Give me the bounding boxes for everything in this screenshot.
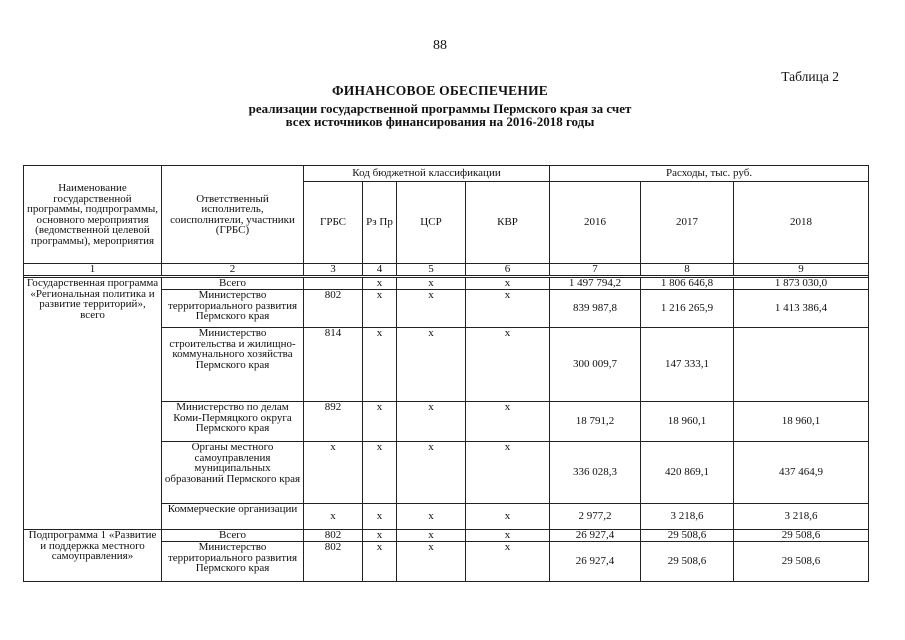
header-kvr: КВР: [466, 182, 550, 264]
subprogram-name: Подпрограмма 1 «Развитие и поддержка местного самоуправления»: [24, 530, 162, 582]
responsible-cell: Всего: [162, 530, 304, 542]
responsible-cell: Всего: [162, 278, 304, 290]
col-number: 7: [550, 264, 641, 276]
rz-cell: x: [363, 290, 397, 328]
responsible-cell: Министерство по делам Коми-Пермяцкого округа Пермского края: [162, 402, 304, 442]
col-number: 8: [641, 264, 734, 276]
grbs-cell: 802: [304, 290, 363, 328]
rz-cell: x: [363, 530, 397, 542]
rz-cell: x: [363, 442, 397, 504]
header-responsible: Ответственный исполнитель, соисполнители, участники (ГРБС): [162, 166, 304, 264]
responsible-cell: Министерство территориального развития Пермского края: [162, 290, 304, 328]
header-name: Наименование государственной программы, подпрограммы, основного мероприятия (ведомственной целевой программы), мероприятия: [24, 166, 162, 264]
value-2018: 18 960,1: [734, 402, 869, 442]
responsible-cell: Коммерческие организации: [162, 504, 304, 530]
responsible-cell: Министерство территориального развития Пермского края: [162, 542, 304, 582]
col-number: 4: [363, 264, 397, 276]
value-2017: 420 869,1: [641, 442, 734, 504]
table-row: [24, 530, 869, 542]
header-2018: 2018: [734, 182, 869, 264]
subtitle-line-2: всех источников финансирования на 2016-2018 годы: [285, 114, 595, 129]
value-2016: 300 009,7: [550, 328, 641, 402]
grbs-cell: 802: [304, 530, 363, 542]
rz-cell: x: [363, 278, 397, 290]
value-2017: 29 508,6: [641, 542, 734, 582]
grbs-cell: 802: [304, 542, 363, 582]
value-2018: 1 413 386,4: [734, 290, 869, 328]
col-number: 2: [162, 264, 304, 276]
csr-cell: x: [397, 402, 466, 442]
value-2016: 2 977,2: [550, 504, 641, 530]
value-2017: 147 333,1: [641, 328, 734, 402]
value-2018: 437 464,9: [734, 442, 869, 504]
value-2016: 26 927,4: [550, 530, 641, 542]
header-rz-pr: Рз Пр: [363, 182, 397, 264]
table-row: [24, 278, 869, 290]
csr-cell: x: [397, 530, 466, 542]
value-2018: 3 218,6: [734, 504, 869, 530]
col-number: 1: [24, 264, 162, 276]
kvr-cell: x: [466, 542, 550, 582]
col-number: 9: [734, 264, 869, 276]
rz-cell: x: [363, 328, 397, 402]
col-number: 6: [466, 264, 550, 276]
grbs-cell: 892: [304, 402, 363, 442]
header-2017: 2017: [641, 182, 734, 264]
header-grbs: ГРБС: [304, 182, 363, 264]
header-budget-code: Код бюджетной классификации: [304, 166, 550, 182]
table-label: Таблица 2: [781, 69, 839, 84]
program-name: Государственная программа «Региональная политика и развитие территорий», всего: [24, 278, 162, 530]
csr-cell: x: [397, 290, 466, 328]
value-2018: 29 508,6: [734, 542, 869, 582]
col-number: 5: [397, 264, 466, 276]
responsible-cell: Органы местного самоуправления муниципальных образований Пермского края: [162, 442, 304, 504]
col-number: 3: [304, 264, 363, 276]
kvr-cell: x: [466, 504, 550, 530]
value-2018: 1 873 030,0: [734, 278, 869, 290]
value-2018: 29 508,6: [734, 530, 869, 542]
value-2016: 839 987,8: [550, 290, 641, 328]
grbs-cell: 814: [304, 328, 363, 402]
value-2018: [734, 328, 869, 402]
csr-cell: x: [397, 504, 466, 530]
kvr-cell: x: [466, 530, 550, 542]
csr-cell: x: [397, 542, 466, 582]
csr-cell: x: [397, 328, 466, 402]
document-subtitle: [0, 102, 880, 128]
value-2016: 26 927,4: [550, 542, 641, 582]
header-expenses: Расходы, тыс. руб.: [550, 166, 869, 182]
grbs-cell: x: [304, 504, 363, 530]
value-2016: 336 028,3: [550, 442, 641, 504]
rz-cell: x: [363, 504, 397, 530]
kvr-cell: x: [466, 278, 550, 290]
value-2016: 18 791,2: [550, 402, 641, 442]
document-title: ФИНАНСОВОЕ ОБЕСПЕЧЕНИЕ: [332, 83, 548, 98]
subtitle-line-1: реализации государственной программы Пермского края за счет: [248, 101, 632, 116]
grbs-cell: [304, 278, 363, 290]
kvr-cell: x: [466, 290, 550, 328]
csr-cell: x: [397, 278, 466, 290]
kvr-cell: x: [466, 442, 550, 504]
value-2017: 18 960,1: [641, 402, 734, 442]
value-2017: 1 216 265,9: [641, 290, 734, 328]
value-2017: 1 806 646,8: [641, 278, 734, 290]
column-numbers-row: [24, 264, 869, 276]
value-2016: 1 497 794,2: [550, 278, 641, 290]
kvr-cell: x: [466, 328, 550, 402]
rz-cell: x: [363, 402, 397, 442]
grbs-cell: x: [304, 442, 363, 504]
responsible-cell: Министерство строительства и жилищно-коммунального хозяйства Пермского края: [162, 328, 304, 402]
value-2017: 29 508,6: [641, 530, 734, 542]
header-2016: 2016: [550, 182, 641, 264]
header-csr: ЦСР: [397, 182, 466, 264]
csr-cell: x: [397, 442, 466, 504]
financing-table: [23, 165, 869, 582]
page-number: 88: [433, 38, 447, 53]
kvr-cell: x: [466, 402, 550, 442]
rz-cell: x: [363, 542, 397, 582]
value-2017: 3 218,6: [641, 504, 734, 530]
